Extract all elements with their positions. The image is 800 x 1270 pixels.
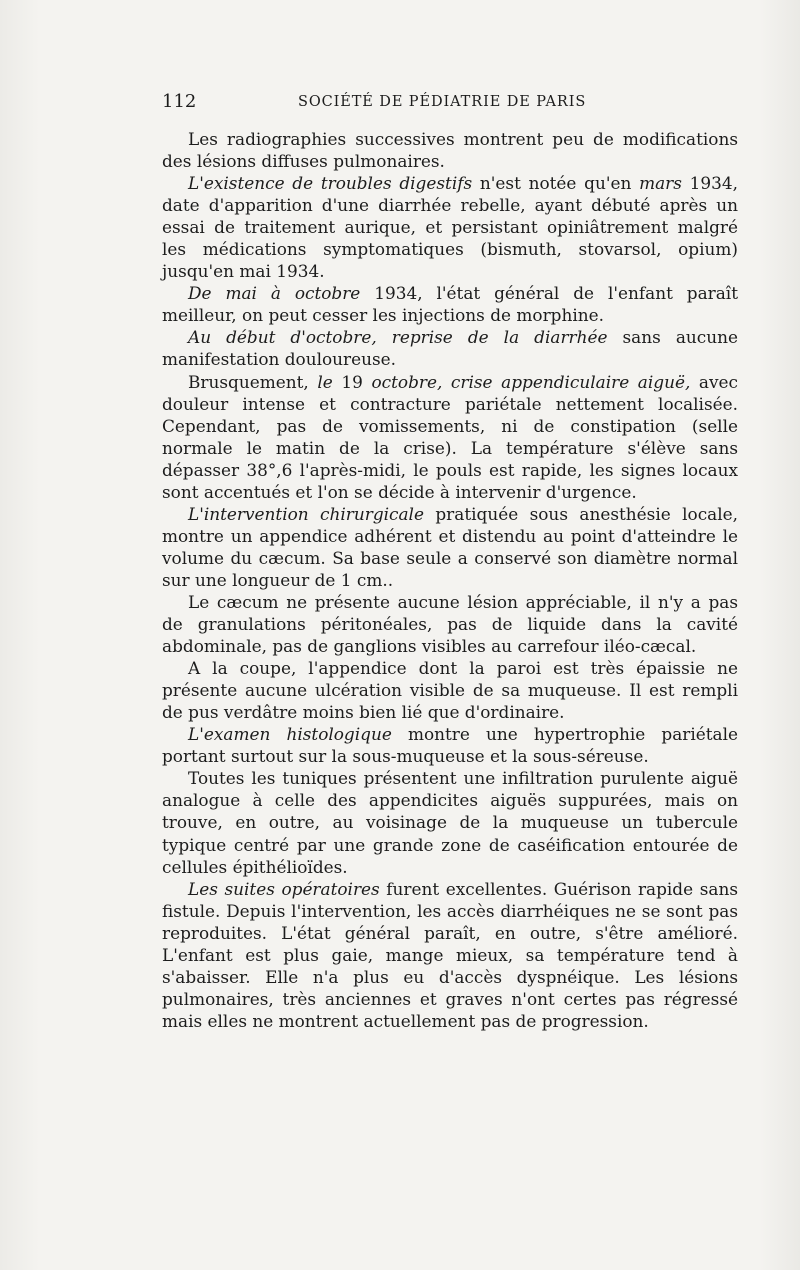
italic-term: octobre, crise appendiculaire aiguë, (371, 371, 691, 392)
paragraph-text: furent excellentes. Guérison rapide sans fistule. Depuis l'intervention, les accès diarrhéiques ne se sont pas reproduites. L'état général paraît, en outre, s'être amélioré. L'enfant est plus gaie, mange mieux, sa température tend à s'abaisser. Elle n'a plus eu d'accès dyspnéique. Les lésions pulmonaires, très anciennes et graves n'ont certes pas régressé mais elles ne montrent actuellement pas de progression. (162, 878, 738, 1031)
paragraph-debut-octobre (162, 326, 738, 370)
paragraph-tuniques (162, 767, 738, 877)
paragraph-text: Toutes les tuniques présentent une infiltration purulente aiguë analogue à celle des appendicites aiguës suppurées, mais on trouve, en outre, au voisinage de la muqueuse un tubercule typique centré par une grande zone de caséification entourée de cellules épithélioïdes. (162, 768, 738, 877)
italic-term: mars (639, 173, 682, 194)
paragraph-text: Brusquement, (188, 371, 318, 392)
italic-lead: De mai à octobre (188, 283, 361, 304)
paragraph-text: 1934, l'état général de l'enfant paraît meilleur, on peut cesser les injections de morphine. (162, 283, 738, 326)
italic-lead: L'intervention chirurgicale (188, 503, 424, 524)
paragraph-text: sans aucune manifestation douloureuse. (162, 327, 738, 370)
running-head: SOCIÉTÉ DE PÉDIATRIE DE PARIS (298, 94, 587, 110)
paragraph-suites-operatoires (162, 878, 738, 1032)
paragraph-text: A la coupe, l'appendice dont la paroi est très épaissie ne présente aucune ulcération visible de sa muqueuse. Il est rempli de pus verdâtre moins bien lié que d'ordinaire. (162, 658, 738, 723)
paragraph-text: montre une hypertrophie pariétale portant surtout sur la sous-muqueuse et la sous-séreuse. (162, 724, 739, 767)
paragraph-crise-appendiculaire (162, 371, 738, 503)
paragraph-mai-octobre (162, 282, 738, 326)
page-number: 112 (162, 91, 197, 112)
paragraph-intervention (162, 503, 738, 591)
italic-term: le (317, 371, 333, 392)
paragraph-examen-histologique (162, 723, 738, 767)
paragraph-text: n'est notée qu'en (472, 173, 640, 194)
paragraph-coupe (162, 657, 738, 723)
italic-lead: Les suites opératoires (188, 878, 380, 899)
paragraph-text: avec douleur intense et contracture pariétale nettement localisée. Cependant, pas de vomissements, ni de constipation (selle normale le matin de la crise). La température s'élève sans dépasser 38°,6 l'après-midi, le pouls est rapide, les signes locaux sont accentués et l'on se décide à intervenir d'urgence. (162, 371, 738, 502)
paragraph-text: pratiquée sous anesthésie locale, montre un appendice adhérent et distendu au point d'atteindre le volume du cæcum. Sa base seule a conservé son diamètre normal sur une longueur de 1 cm.. (162, 503, 738, 590)
paragraph-radiographies (162, 128, 738, 172)
paragraph-troubles-digestifs (162, 172, 738, 282)
body-text (162, 128, 738, 1032)
paragraph-text: Les radiographies successives montrent peu de modifications des lésions diffuses pulmonaires. (162, 129, 738, 172)
paragraph-caecum (162, 591, 738, 657)
paragraph-text: Le cæcum ne présente aucune lésion appréciable, il n'y a pas de granulations péritonéales, pas de liquide dans la cavité abdominale, pas de ganglions visibles au carrefour iléo-cæcal. (162, 591, 738, 657)
page-header (162, 90, 738, 114)
paragraph-text: 1934, date d'apparition d'une diarrhée rebelle, ayant débuté après un essai de traitement aurique, et persistant opiniâtrement malgré les médications symptomatiques (bismuth, stovarsol, opium) jusqu'en mai 1934. (162, 173, 739, 282)
italic-lead: L'existence de troubles digestifs (188, 173, 473, 194)
italic-lead: Au début d'octobre, reprise de la diarrhée (188, 327, 608, 348)
paragraph-text: 19 (332, 371, 372, 392)
italic-lead: L'examen histologique (188, 724, 392, 745)
